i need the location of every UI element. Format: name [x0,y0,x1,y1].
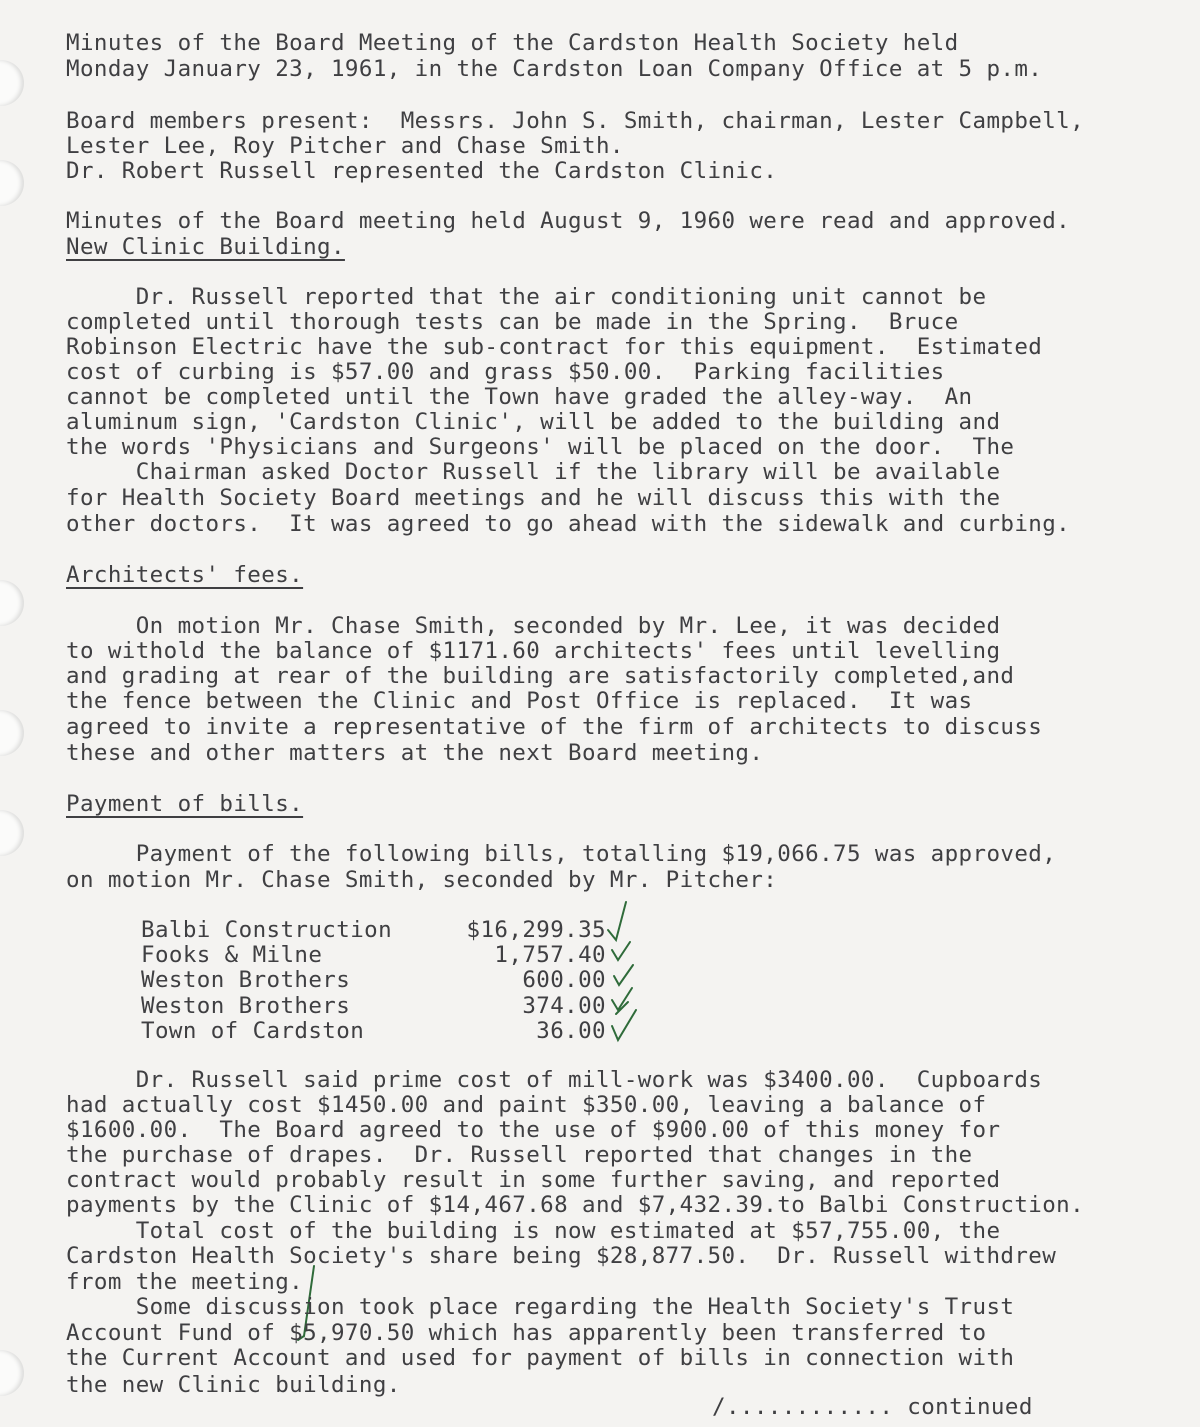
check-mark-icon [614,965,633,985]
bill-amount: 1,757.40 [494,942,606,968]
paragraph-line: from the meeting. [66,1269,304,1295]
paragraph-line: Some discussion took place regarding the Health Society's Trust [66,1294,1015,1320]
attendance-line-2: Lester Lee, Roy Pitcher and Chase Smith. [66,133,624,159]
continued-note: /............ continued [712,1394,1033,1420]
check-mark-icon [612,988,632,1014]
minutes-approved: Minutes of the Board meeting held August 9, 1960 were read and approved. [66,208,1071,234]
paragraph-line: Account Fund of $5,970.50 which has apparently been transferred to [66,1320,987,1346]
paragraph-line: the purchase of drapes. Dr. Russell reported that changes in the [66,1142,973,1168]
paragraph-line: other doctors. It was agreed to go ahead with the sidewalk and curbing. [66,511,1071,537]
check-mark-icon [612,942,630,960]
bill-amount: 600.00 [522,967,606,993]
paragraph-line: aluminum sign, 'Cardston Clinic', will be added to the building and [66,409,1001,435]
paragraph-line: Cardston Health Society's share being $28,877.50. Dr. Russell withdrew [66,1243,1057,1269]
bill-payee: Weston Brothers [141,967,351,993]
paragraph-line: Dr. Russell reported that the air conditioning unit cannot be [66,284,987,310]
header-line-1: Minutes of the Board Meeting of the Cardston Health Society held [66,30,959,56]
paragraph-line: Dr. Russell said prime cost of mill-work was $3400.00. Cupboards [66,1067,1043,1093]
paragraph-line: agreed to invite a representative of the firm of architects to discuss [66,714,1043,740]
paragraph-line: cost of curbing is $57.00 and grass $50.00. Parking facilities [66,359,945,385]
bill-payee: Town of Cardston [141,1018,365,1044]
paragraph-line: the new Clinic building. [66,1372,401,1398]
bill-amount: 36.00 [536,1018,606,1044]
paragraph-line: the words 'Physicians and Surgeons' will be placed on the door. The [66,434,1015,460]
paragraph-line: completed until thorough tests can be made in the Spring. Bruce [66,309,959,335]
header-line-2: Monday January 23, 1961, in the Cardston Loan Company Office at 5 p.m. [66,56,1043,82]
paragraph-line: on motion Mr. Chase Smith, seconded by Mr. Pitcher: [66,867,778,893]
paragraph-line: to withold the balance of $1171.60 architects' fees until levelling [66,638,1001,664]
bill-payee: Weston Brothers [141,993,351,1019]
bill-amount: $16,299.35 [466,917,606,943]
check-mark-icon [608,902,626,940]
paragraph-line: Total cost of the building is now estimated at $57,755.00, the [66,1218,1001,1244]
paragraph-line: Payment of the following bills, totalling $19,066.75 was approved, [66,841,1057,867]
section-heading-architects: Architects' fees. [66,562,304,588]
paragraph-line: and grading at rear of the building are satisfactorily completed,and [66,663,1015,689]
paragraph-line: Chairman asked Doctor Russell if the library will be available [66,459,1001,485]
paragraph-line: cannot be completed until the Town have graded the alley-way. An [66,384,973,410]
bill-amount: 374.00 [522,993,606,1019]
paragraph-line: the Current Account and used for payment of bills in connection with [66,1345,1015,1371]
paragraph-line: these and other matters at the next Board meeting. [66,740,764,766]
attendance-line-1: Board members present: Messrs. John S. Smith, chairman, Lester Campbell, [66,108,1085,134]
paragraph-line: the fence between the Clinic and Post Office is replaced. It was [66,688,973,714]
paragraph-line: payments by the Clinic of $14,467.68 and $7,432.39.to Balbi Construction. [66,1192,1085,1218]
paragraph-line: contract would probably result in some further saving, and reported [66,1167,1001,1193]
bill-payee: Balbi Construction [141,917,393,943]
bill-payee: Fooks & Milne [141,942,323,968]
section-heading-clinic: New Clinic Building. [66,234,345,260]
paragraph-line: had actually cost $1450.00 and paint $350.00, leaving a balance of [66,1092,987,1118]
attendance-line-3: Dr. Robert Russell represented the Cardston Clinic. [66,158,778,184]
paragraph-line: On motion Mr. Chase Smith, seconded by Mr. Lee, it was decided [66,613,1001,639]
paragraph-line: $1600.00. The Board agreed to the use of $900.00 of this money for [66,1117,1001,1143]
paragraph-line: for Health Society Board meetings and he will discuss this with the [66,485,1001,511]
paragraph-line: Robinson Electric have the sub-contract for this equipment. Estimated [66,334,1043,360]
section-heading-bills: Payment of bills. [66,791,304,817]
